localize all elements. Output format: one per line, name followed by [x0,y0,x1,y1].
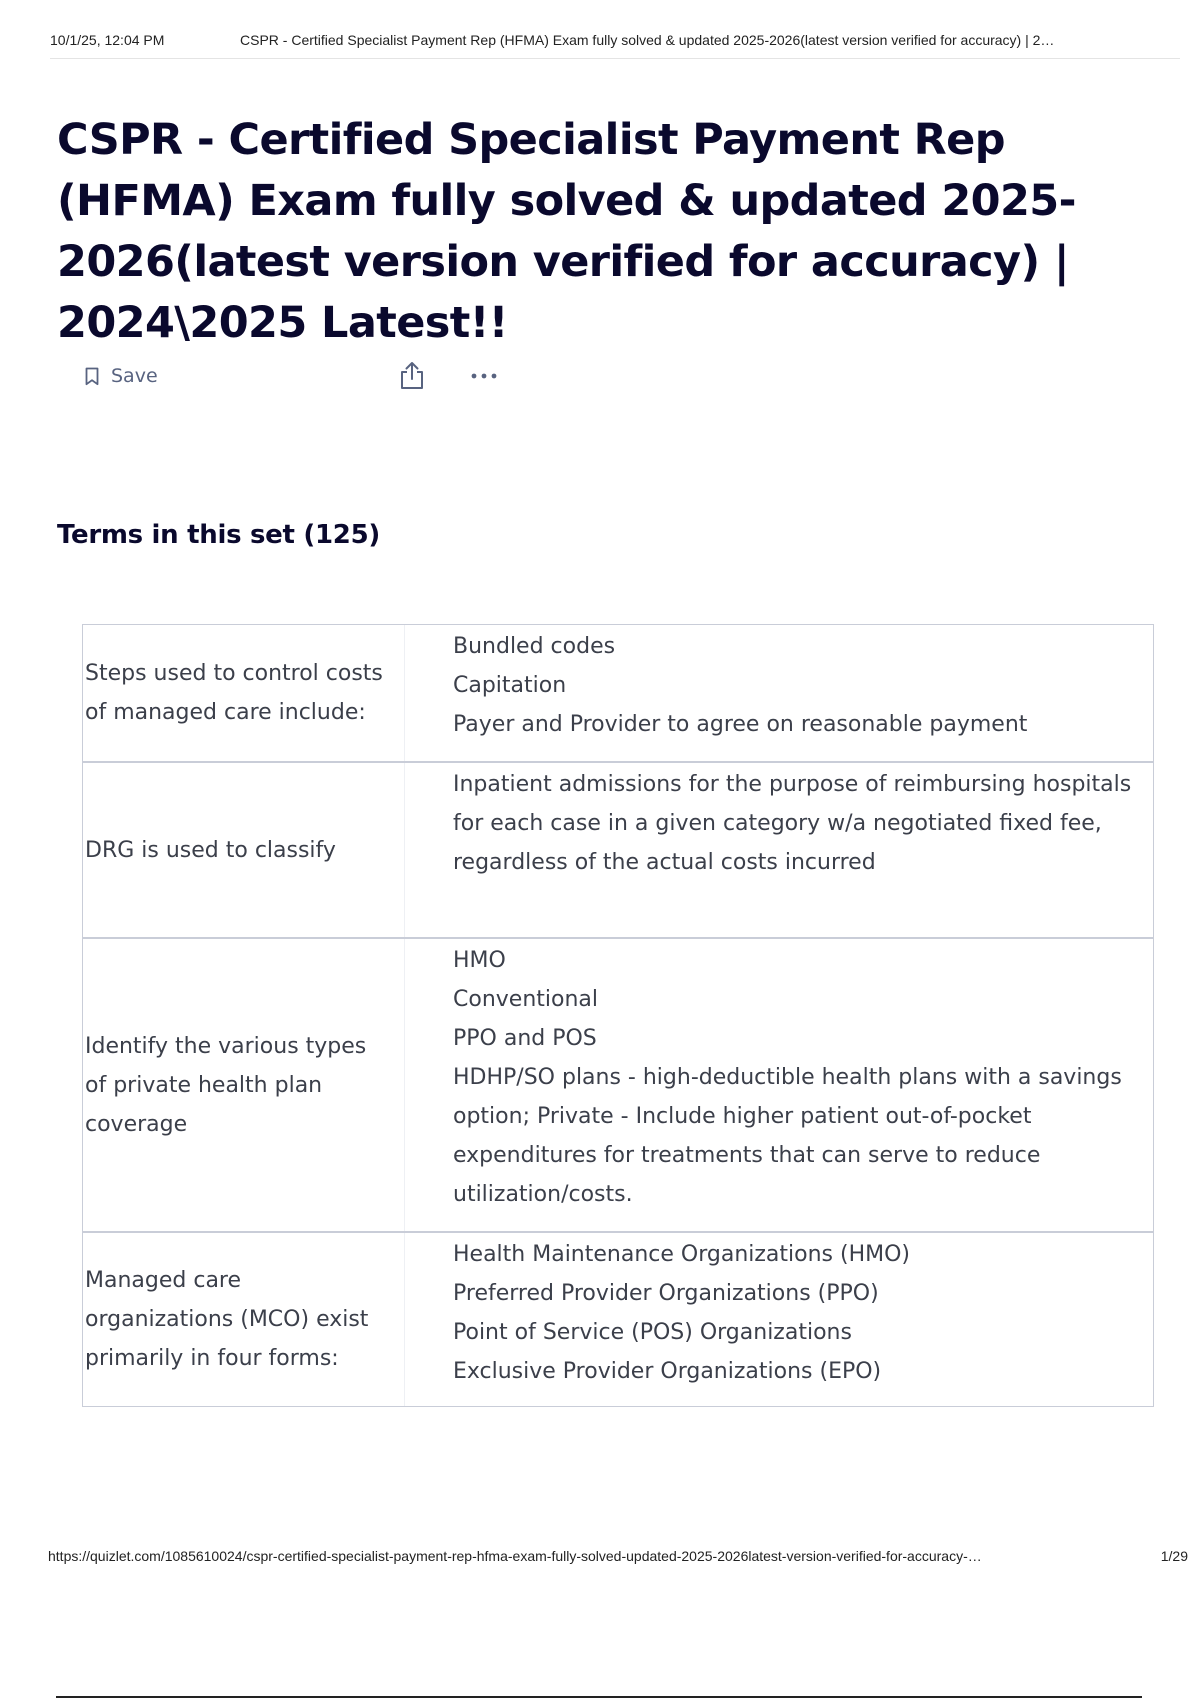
page-indicator: 1/29 [1160,1548,1188,1564]
term-row [83,625,1153,761]
definition-line: Inpatient admissions for the purpose of reimbursing hospitals for each case in a given category w/a negotiated fixed fee, regardless of the actual costs incurred [453,772,1132,875]
print-datetime: 10/1/25, 12:04 PM [50,32,165,48]
definition-line: Payer and Provider to agree on reasonable payment [453,712,1028,737]
set-actions-toolbar [85,358,525,394]
more-horizontal-icon [467,377,501,396]
definition-line: PPO and POS [453,1026,597,1051]
share-icon [397,377,427,396]
definition-text [405,939,1153,1231]
terms-table [82,624,1154,1407]
definition-text [405,1233,1153,1406]
save-label: Save [111,365,158,387]
term-row [83,761,1153,937]
definition-text [405,625,1153,761]
term-text: Managed care organizations (MCO) exist primarily in four forms: [83,1233,405,1406]
definition-line: Preferred Provider Organizations (PPO) [453,1281,879,1306]
term-text: DRG is used to classify [83,763,405,937]
more-options-button[interactable] [467,360,501,392]
definition-line: Capitation [453,673,567,698]
page-title: CSPR - Certified Specialist Payment Rep (HFMA) Exam fully solved & updated 2025-2026(latest version verified for accuracy) | 2024\2025 Latest!! [57,115,1076,348]
print-header [50,28,1180,59]
definition-line: Conventional [453,987,598,1012]
definition-line: HMO [453,948,506,973]
definition-text [405,763,1153,937]
terms-count-heading: Terms in this set (125) [57,520,380,550]
definition-line: Bundled codes [453,634,616,659]
share-button[interactable] [397,360,427,392]
term-row [83,1231,1153,1406]
print-document-title: CSPR - Certified Specialist Payment Rep (HFMA) Exam fully solved & updated 2025-2026(latest version verified for accuracy) | 2… [240,32,1055,48]
definition-line: Point of Service (POS) Organizations [453,1320,852,1345]
definition-line: Health Maintenance Organizations (HMO) [453,1242,911,1267]
page-bottom-rule [56,1696,1142,1698]
term-text: Steps used to control costs of managed care include: [83,625,405,761]
bookmark-icon [85,367,99,386]
definition-line: Exclusive Provider Organizations (EPO) [453,1359,882,1384]
term-row [83,937,1153,1231]
term-text: Identify the various types of private health plan coverage [83,939,405,1231]
print-url: https://quizlet.com/1085610024/cspr-certified-specialist-payment-rep-hfma-exam-fully-solved-updated-2025-2026latest-version-verified-for-accuracy-… [48,1548,982,1564]
save-button[interactable] [85,358,158,394]
definition-line: HDHP/SO plans - high-deductible health plans with a savings option; Private - Include higher patient out-of-pocket expenditures for treatments that can serve to reduce utilization/costs. [453,1065,1122,1207]
